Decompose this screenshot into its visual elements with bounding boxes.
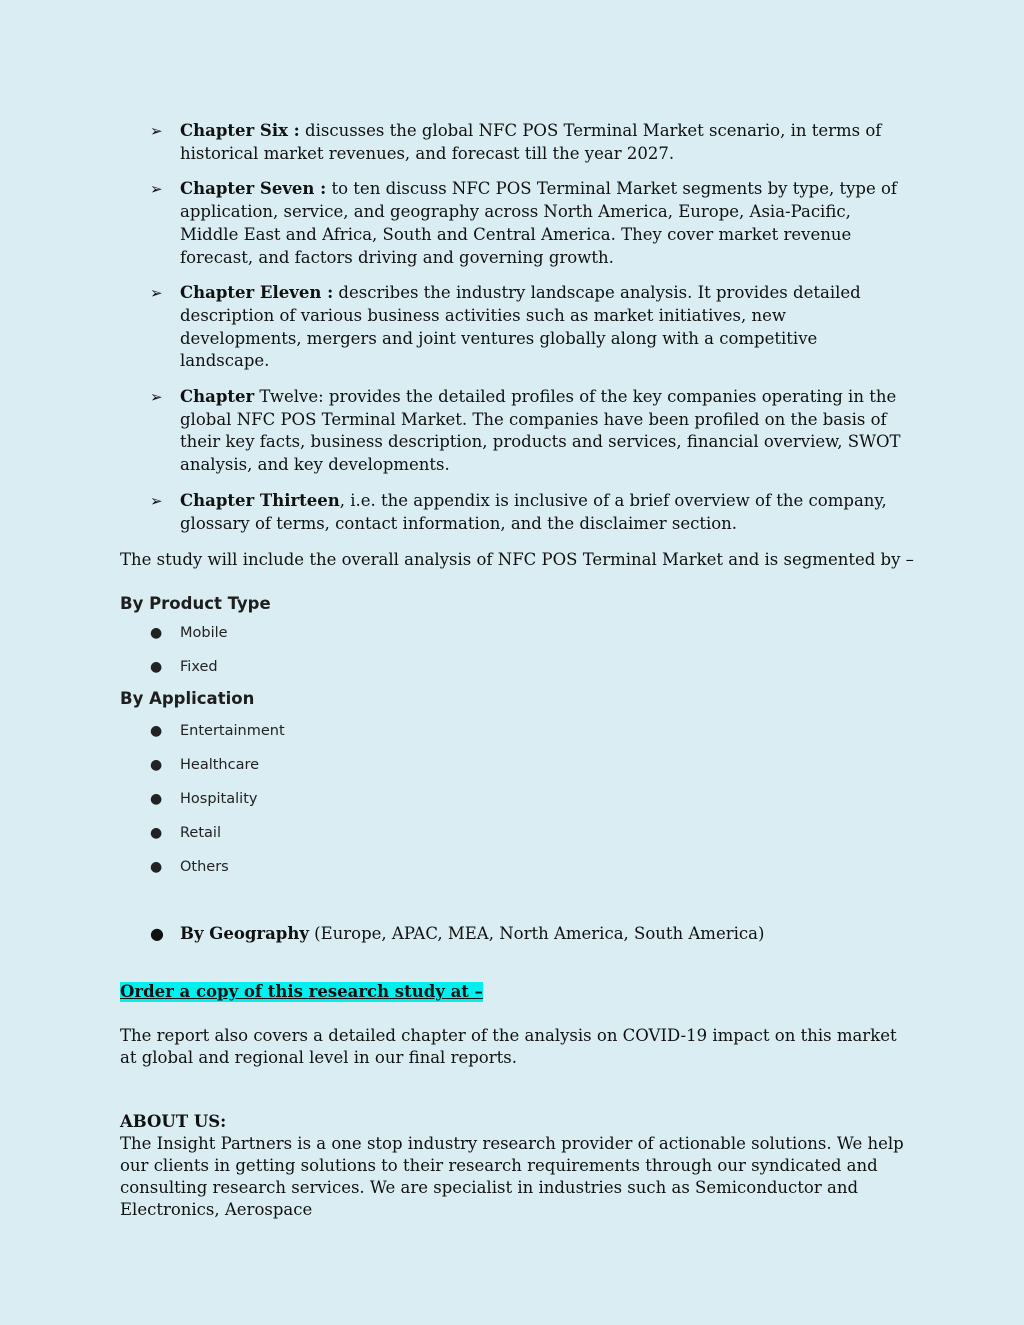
chapter-text: discusses the global NFC POS Terminal Market scenario, in terms of historical market revenues, and forecast till the year 2027. bbox=[180, 121, 882, 163]
arrow-bullet-icon: ➢ bbox=[150, 122, 163, 140]
arrow-bullet-icon: ➢ bbox=[150, 180, 163, 199]
product-type-list bbox=[150, 624, 228, 692]
chapter-item-seven bbox=[150, 178, 910, 269]
chapter-heading: Chapter Eleven : bbox=[180, 283, 334, 303]
list-item bbox=[150, 858, 285, 892]
chapter-item-thirteen bbox=[150, 490, 910, 535]
covid-paragraph: The report also covers a detailed chapter of the analysis on COVID-19 impact on this market at global and regional level in our final reports. bbox=[120, 1026, 897, 1067]
about-us-text: The Insight Partners is a one stop industry research provider of actionable solutions. We help our clients in getting solutions to their research requirements through our syndicated and consulting research services. We are specialist in industries such as Semiconductor and Electronics, Aerospace bbox=[120, 1134, 904, 1219]
geography-text: (Europe, APAC, MEA, North America, South America) bbox=[308, 924, 765, 943]
segmentation-intro: The study will include the overall analysis of NFC POS Terminal Market and is segmented by – bbox=[120, 550, 914, 569]
bullet-dot-icon: ● bbox=[150, 924, 164, 943]
bullet-dot-icon: ● bbox=[150, 723, 163, 739]
chapter-heading: Chapter Thirteen bbox=[180, 490, 340, 510]
bullet-dot-icon: ● bbox=[150, 757, 163, 773]
list-item bbox=[150, 722, 285, 756]
bullet-dot-icon: ● bbox=[150, 859, 163, 875]
bullet-dot-icon: ● bbox=[150, 791, 163, 807]
application-heading: By Application bbox=[120, 689, 255, 708]
bullet-dot-icon: ● bbox=[150, 825, 163, 841]
geography-item bbox=[150, 923, 764, 945]
chapter-heading: Chapter bbox=[180, 387, 255, 407]
about-us-heading: ABOUT US: bbox=[120, 1112, 227, 1131]
chapter-text: to ten discuss NFC POS Terminal Market segments by type, type of application, service, and geography across North America, Europe, Asia-Pacific, Middle East and Africa, South and Central America. They cover market revenue forecast, and factors driving and governing growth. bbox=[180, 179, 898, 267]
geography-label: By Geography bbox=[180, 924, 309, 943]
chapter-item-twelve bbox=[150, 386, 910, 477]
arrow-bullet-icon: ➢ bbox=[150, 388, 163, 407]
list-item-label: Hospitality bbox=[180, 791, 258, 807]
bullet-dot-icon: ● bbox=[150, 625, 163, 641]
arrow-bullet-icon: ➢ bbox=[150, 284, 163, 303]
list-item bbox=[150, 624, 228, 658]
product-type-heading: By Product Type bbox=[120, 594, 271, 613]
chapter-text: describes the industry landscape analysis. It provides detailed description of various business activities such as market initiatives, new developments, mergers and joint ventures globally along with a competitive landscape. bbox=[180, 283, 861, 371]
list-item-label: Fixed bbox=[180, 659, 218, 675]
chapter-heading: Chapter Seven : bbox=[180, 179, 327, 199]
chapter-item-eleven bbox=[150, 282, 910, 373]
list-item bbox=[150, 824, 285, 858]
list-item bbox=[150, 790, 285, 824]
list-item bbox=[150, 756, 285, 790]
bullet-dot-icon: ● bbox=[150, 659, 163, 675]
chapter-text: Twelve: provides the detailed profiles of the key companies operating in the global NFC POS Terminal Market. The companies have been profiled on the basis of their key facts, business description, products and services, financial overview, SWOT analysis, and key developments. bbox=[180, 387, 901, 475]
list-item-label: Retail bbox=[180, 825, 221, 841]
order-copy-link[interactable]: Order a copy of this research study at – bbox=[120, 982, 483, 1001]
list-item-label: Healthcare bbox=[180, 757, 260, 773]
application-list bbox=[150, 722, 285, 892]
list-item-label: Entertainment bbox=[180, 723, 285, 739]
arrow-bullet-icon: ➢ bbox=[150, 491, 163, 510]
list-item-label: Others bbox=[180, 859, 229, 875]
list-item-label: Mobile bbox=[180, 625, 228, 641]
chapter-heading: Chapter Six : bbox=[180, 121, 300, 140]
chapter-item-six bbox=[150, 120, 910, 165]
chapter-text: , i.e. the appendix is inclusive of a brief overview of the company, glossary of terms, contact information, and the disclaimer section. bbox=[180, 490, 887, 533]
chapter-list bbox=[150, 120, 910, 548]
list-item bbox=[150, 658, 228, 692]
